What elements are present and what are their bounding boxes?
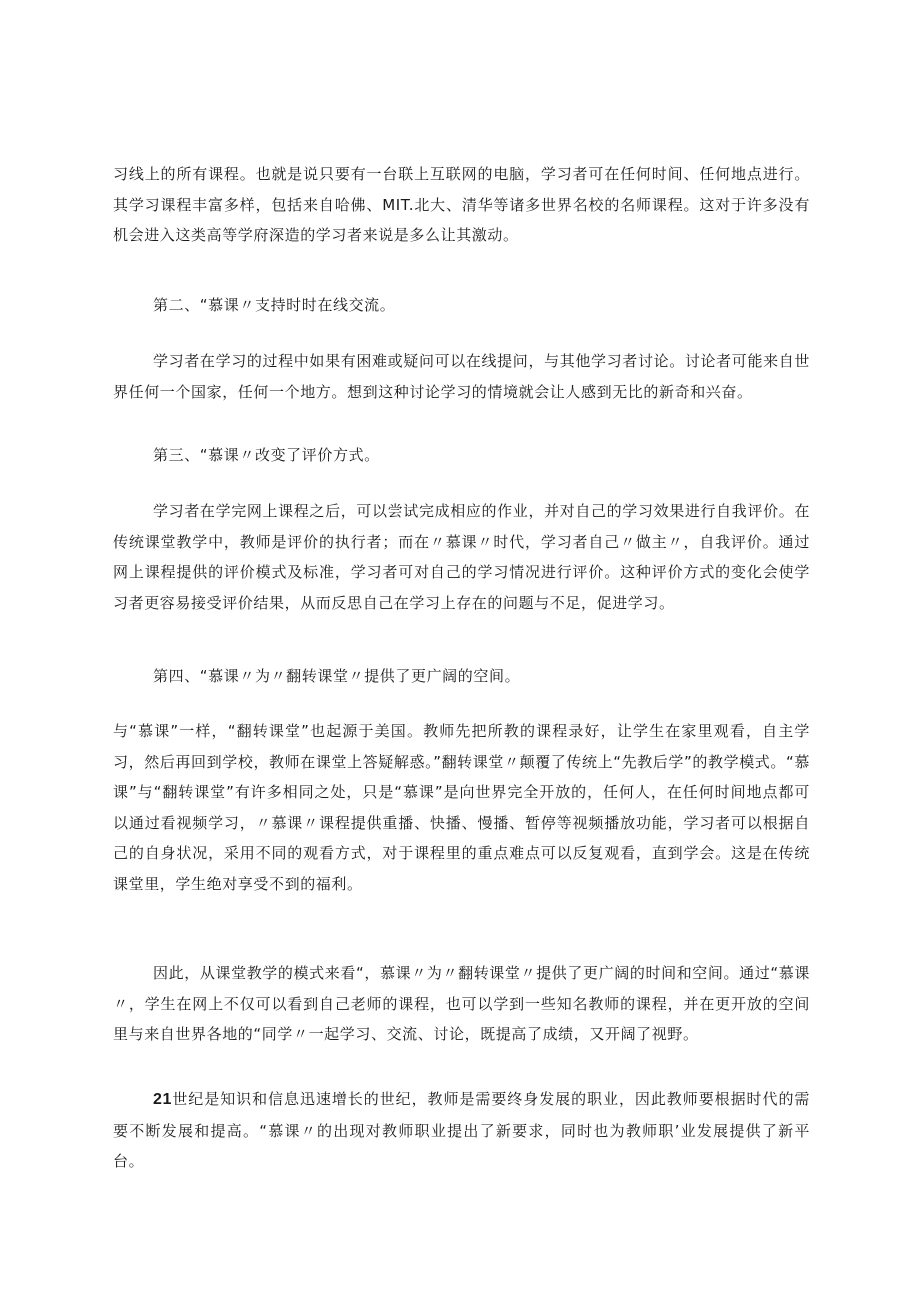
paragraph-twenty-first-century-text: 世纪是知识和信息迅速增长的世纪，教师是需要终身发展的职业，因此教师要根据时代的需要不断发展和提高。“慕课〃的出现对教师职业提出了新要求，同时也为教师职’业发展提供了新平台。: [113, 1090, 810, 1170]
paragraph-twenty-first-century: [113, 1084, 810, 1177]
century-number: 21: [153, 1091, 172, 1108]
paragraph-online-communication: 学习者在学习的过程中如果有困难或疑问可以在线提问，与其他学习者讨论。讨论者可能来自世界任何一个国家，任何一个地方。想到这种讨论学习的情境就会让人感到无比的新奇和兴奋。: [113, 352, 810, 401]
paragraph-flipped-classroom: 与“慕课”一样，“翻转课堂”也起源于美国。教师先把所教的课程录好，让学生在家里观看，自主学习，然后再回到学校，教师在课堂上答疑解惑。”翻转课堂〃颠覆了传统上“先教后学”的教学模式。“慕课”与“翻转课堂”有许多相同之处，只是“慕课”是向世界完全开放的，任何人，在任何时间地点都可以通过看视频学习，〃慕课〃课程提供重播、快播、慢播、暂停等视频播放功能，学习者可以根据自己的自身状况，采用不同的观看方式，对于课程里的重点难点可以反复观看，直到学会。这是在传统课堂里，学生绝对享受不到的福利。: [113, 722, 810, 893]
paragraph-conclusion: 因此，从课堂教学的模式来看“，慕课〃为〃翻转课堂〃提供了更广阔的时间和空间。通过“慕课〃，学生在网上不仅可以看到自己老师的课程，也可以学到一些知名教师的课程，并在更开放的空间里与来自世界各地的“同学〃一起学习、交流、讨论，既提高了成绩，又开阔了视野。: [113, 964, 810, 1043]
paragraph-intro-continued: 习线上的所有课程。也就是说只要有一台联上互联网的电脑，学习者可在任何时间、任何地点进行。其学习课程丰富多样，包括来自哈佛、MIT.北大、清华等诸多世界名校的名师课程。这对于许多没有机会进入这类高等学府深造的学习者来说是多么让其激动。: [113, 165, 810, 244]
paragraph-evaluation: 学习者在学完网上课程之后，可以尝试完成相应的作业，并对自己的学习效果进行自我评价。在传统课堂教学中，教师是评价的执行者；而在〃慕课〃时代，学习者自己〃做主〃，自我评价。通过网上课程提供的评价模式及标准，学习者可对自己的学习情况进行评价。这种评价方式的变化会使学习者更容易接受评价结果，从而反思自己在学习上存在的问题与不足，促进学习。: [113, 502, 810, 612]
heading-point-four: 第四、“慕课〃为〃翻转课堂〃提供了更广阔的空间。: [153, 667, 521, 685]
heading-point-three: 第三、“慕课〃改变了评价方式。: [153, 446, 380, 464]
heading-point-two: 第二、“慕课〃支持时时在线交流。: [153, 296, 396, 314]
